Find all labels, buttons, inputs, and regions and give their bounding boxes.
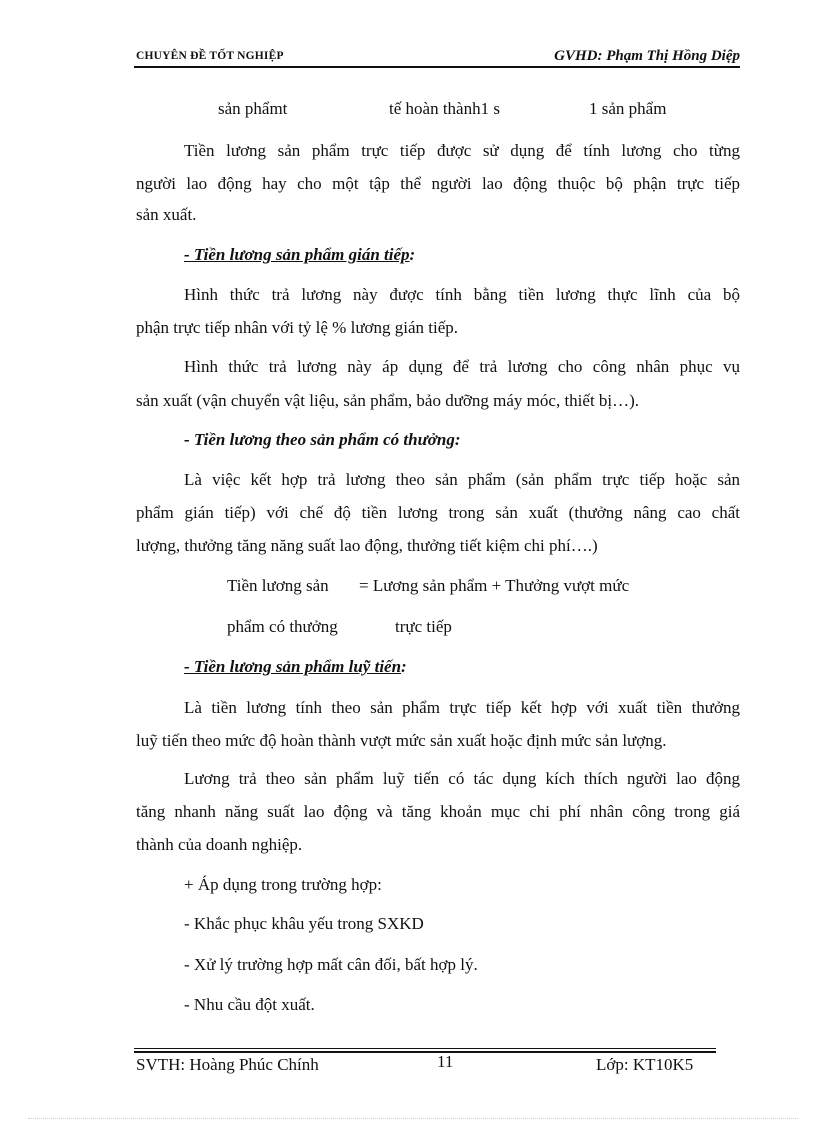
para4-line1: Là việc kết hợp trả lương theo sản phẩm (sản phẩm trực tiếp hoặc sản xyxy=(184,470,740,489)
heading-progressive-wage-text: - Tiền lương sản phẩm luỹ tiến xyxy=(184,657,402,676)
list-item-weak-points: - Khắc phục khâu yếu trong SXKD xyxy=(184,914,424,933)
formula1-col2: tế hoàn thành1 s xyxy=(389,99,500,118)
para1-line1: Tiền lương sản phẩm trực tiếp được sử dụng để tính lương cho từng xyxy=(184,141,740,160)
formula1-col1: sản phẩmt xyxy=(218,99,288,118)
heading-indirect-wage xyxy=(184,245,415,265)
heading-indirect-wage-colon: : xyxy=(409,245,416,264)
para3-line1: Hình thức trả lương này áp dụng để trả lương cho công nhân phục vụ xyxy=(184,357,740,376)
footer-student: SVTH: Hoàng Phúc Chính xyxy=(136,1055,319,1074)
para6-line2: tăng nhanh năng suất lao động và tăng khoản mục chi phí nhân công trong giá xyxy=(136,802,740,821)
para1-line2: người lao động hay cho một tập thể người lao động thuộc bộ phận trực tiếp xyxy=(136,174,740,193)
para4-line3: lượng, thưởng tăng năng suất lao động, thưởng tiết kiệm chi phí….) xyxy=(136,536,598,555)
para1-line3: sản xuất. xyxy=(136,205,197,224)
header-supervisor: GVHD: Phạm Thị Hồng Diệp xyxy=(554,48,740,64)
para2-line2: phận trực tiếp nhân với tỷ lệ % lương gián tiếp. xyxy=(136,318,459,337)
para2-line1: Hình thức trả lương này được tính bằng tiền lương thực lĩnh của bộ xyxy=(184,285,740,304)
header-title: CHUYÊN ĐỀ TỐT NGHIỆP xyxy=(136,50,284,62)
page-number: 11 xyxy=(437,1052,454,1071)
page-bottom-dotted-line xyxy=(28,1118,798,1119)
heading-indirect-wage-text: - Tiền lương sản phẩm gián tiếp xyxy=(184,245,410,264)
list-item-urgent-needs: - Nhu cầu đột xuất. xyxy=(184,995,315,1014)
footer-divider-thin xyxy=(134,1048,716,1049)
formula2-row2-label: phẩm có thưởng xyxy=(227,617,338,636)
heading-progressive-wage xyxy=(184,657,407,677)
formula2-row1-label: Tiền lương sản xyxy=(227,576,329,595)
heading-bonus-wage: - Tiền lương theo sản phẩm có thưởng: xyxy=(184,430,461,449)
footer-class: Lớp: KT10K5 xyxy=(596,1055,694,1074)
footer-divider-thick xyxy=(134,1051,716,1053)
para5-line2: luỹ tiến theo mức độ hoàn thành vượt mức sản xuất hoặc định mức sản lượng. xyxy=(136,731,667,750)
para6-line1: Lương trả theo sản phẩm luỹ tiến có tác dụng kích thích người lao động xyxy=(184,769,740,788)
formula2-row1-expression: = Lương sản phẩm + Thưởng vượt mức xyxy=(359,576,630,595)
header-divider xyxy=(134,66,740,68)
para5-line1: Là tiền lương tính theo sản phẩm trực tiếp kết hợp với xuất tiền thưởng xyxy=(184,698,740,717)
heading-progressive-wage-colon: : xyxy=(401,657,407,676)
para4-line2: phẩm gián tiếp) với chế độ tiền lương trong sản xuất (thưởng nâng cao chất xyxy=(136,503,740,522)
para6-line3: thành của doanh nghiệp. xyxy=(136,835,303,854)
formula1-col3: 1 sản phẩm xyxy=(589,99,667,118)
list-item-apply-cases: + Áp dụng trong trường hợp: xyxy=(184,875,382,894)
formula2-row2-expression: trực tiếp xyxy=(395,617,452,636)
para3-line2: sản xuất (vận chuyển vật liệu, sản phẩm, bảo dưỡng máy móc, thiết bị…). xyxy=(136,391,640,410)
list-item-imbalance: - Xử lý trường hợp mất cân đối, bất hợp lý. xyxy=(184,955,478,974)
